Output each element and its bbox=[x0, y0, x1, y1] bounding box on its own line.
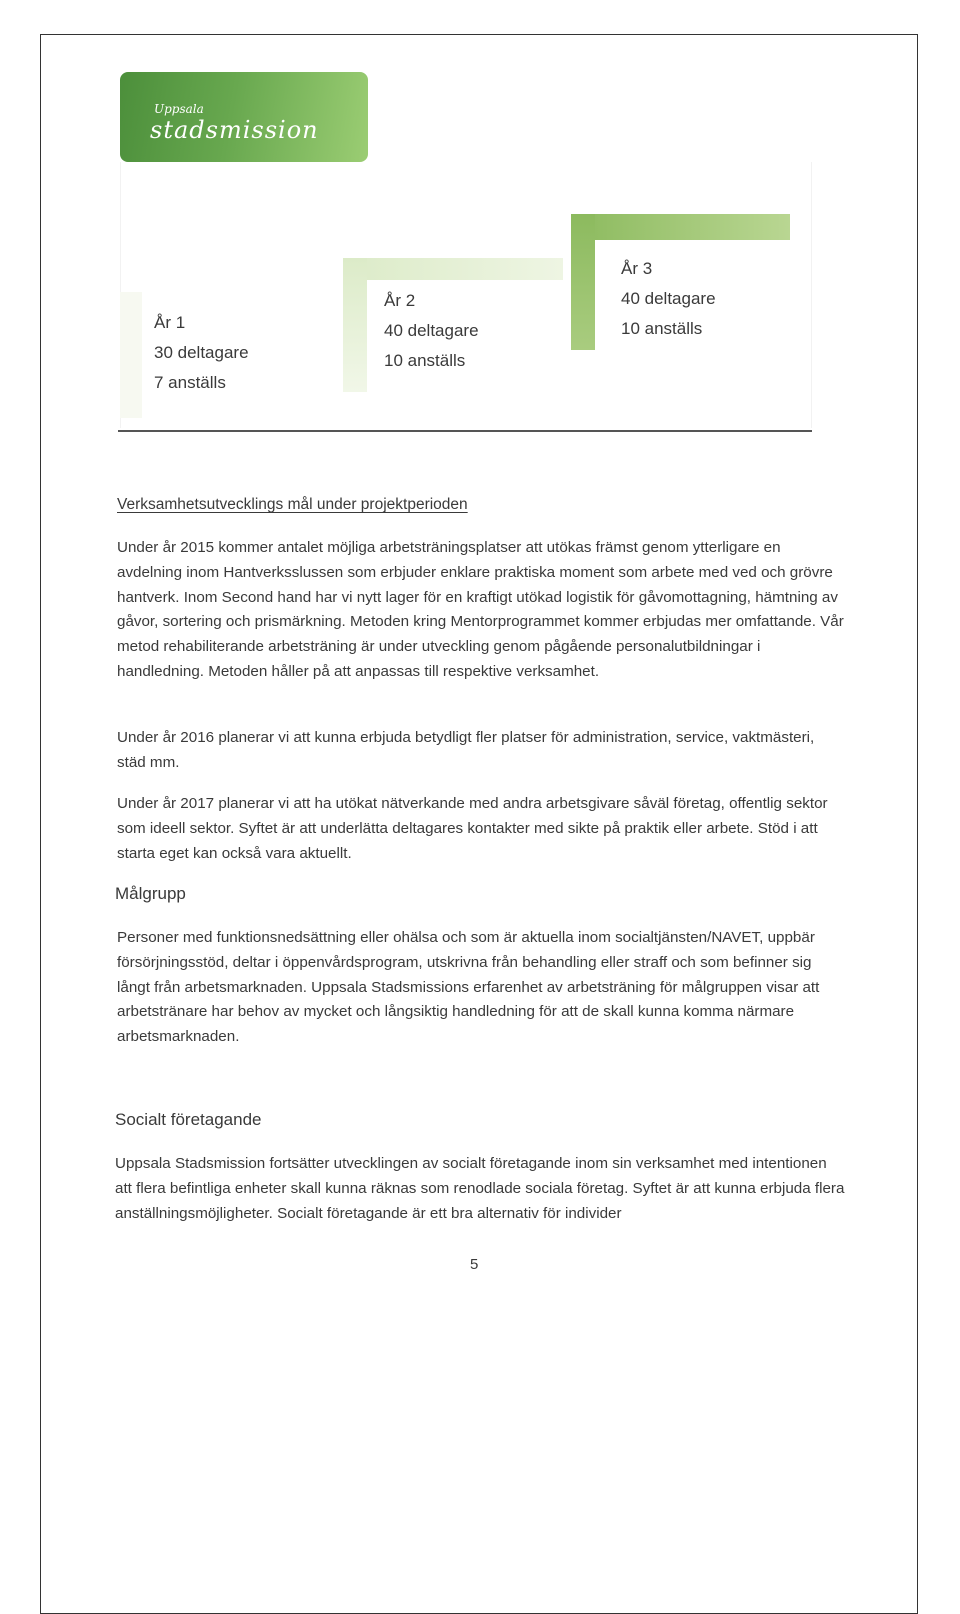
paragraph-2015: Under år 2015 kommer antalet möjliga arbetsträningsplatser att utökas främst genom ytterligare en avdelning inom Hantverksslussen som erbjuder enklare praktiska moment som arbete med ved och grövre hantverk. Inom Second hand har vi nytt lager för en kraftigt utökad logistik för gåvomottagning, hämtning av gåvor, sortering och prismärkning. Metoden kring Mentorprogrammet kommer erbjudas mer omfattande. Vår metod rehabiliterande arbetsträning är under utveckling genom pågående personalutbildningar i handledning. Metoden håller på att anpassas till respektive verksamhet. bbox=[117, 539, 844, 680]
logo-small-text: Uppsala bbox=[154, 102, 204, 116]
step-3-shape-top bbox=[571, 214, 790, 240]
step-2-year: År 2 bbox=[384, 291, 416, 310]
step-3-participants: 40 deltagare bbox=[621, 289, 716, 308]
heading-socialt-foretagande: Socialt företagande bbox=[115, 1110, 262, 1129]
paragraph-2016: Under år 2016 planerar vi att kunna erbjuda betydligt fler platser för administration, service, vaktmästeri, städ mm. bbox=[117, 729, 815, 771]
step-1-participants: 30 deltagare bbox=[154, 343, 249, 362]
step-3-employed: 10 anställs bbox=[621, 319, 703, 338]
diagram-baseline bbox=[118, 430, 812, 432]
uppsala-stadsmission-logo bbox=[120, 72, 368, 162]
step-2-shape-side bbox=[343, 258, 367, 392]
step-1-text bbox=[154, 308, 249, 398]
section-heading-development-goals: Verksamhetsutvecklings mål under projektperioden bbox=[117, 496, 468, 513]
step-2-text bbox=[384, 286, 479, 376]
step-2-shape-top bbox=[343, 258, 563, 280]
step-3-year: År 3 bbox=[621, 259, 653, 278]
step-1-shape bbox=[120, 292, 142, 418]
step-3-text bbox=[621, 254, 716, 344]
logo-main-text: stadsmission bbox=[150, 116, 319, 144]
paragraph-malgrupp: Personer med funktionsnedsättning eller ohälsa och som är aktuella inom socialtjänsten/NAVET, uppbär försörjningsstöd, deltar i öppenvårdsprogram, utskrivna från behandling eller straff och som befinner sig långt från arbetsmarknaden. Uppsala Stadsmissions erfarenhet av arbetsträning för målgruppen visar att arbetstränare har behov av mycket och långsiktig handledning för att de skall kunna komma närmare arbetsmarknaden. bbox=[117, 929, 820, 1046]
paragraph-2017: Under år 2017 planerar vi att ha utökat nätverkande med andra arbetsgivare såväl företag, offentlig sektor som ideell sektor. Syftet är att underlätta deltagares kontakter med sikte på praktik eller arbete. Stöd i att starta eget kan också vara aktuellt. bbox=[117, 795, 828, 862]
page-number: 5 bbox=[470, 1256, 479, 1273]
paragraph-socialt-foretagande: Uppsala Stadsmission fortsätter utvecklingen av socialt företagande inom sin verksamhet med intentionen att flera befintliga enheter skall kunna räknas som renodlade sociala företag. Syftet är att kunna erbjuda flera anställningsmöjligheter. Socialt företagande är ett bra alternativ för individer bbox=[115, 1155, 845, 1222]
heading-malgrupp: Målgrupp bbox=[115, 884, 186, 903]
step-3-shape-side bbox=[571, 214, 595, 350]
step-1-employed: 7 anställs bbox=[154, 373, 226, 392]
step-2-employed: 10 anställs bbox=[384, 351, 466, 370]
step-2-participants: 40 deltagare bbox=[384, 321, 479, 340]
step-1-year: År 1 bbox=[154, 313, 186, 332]
